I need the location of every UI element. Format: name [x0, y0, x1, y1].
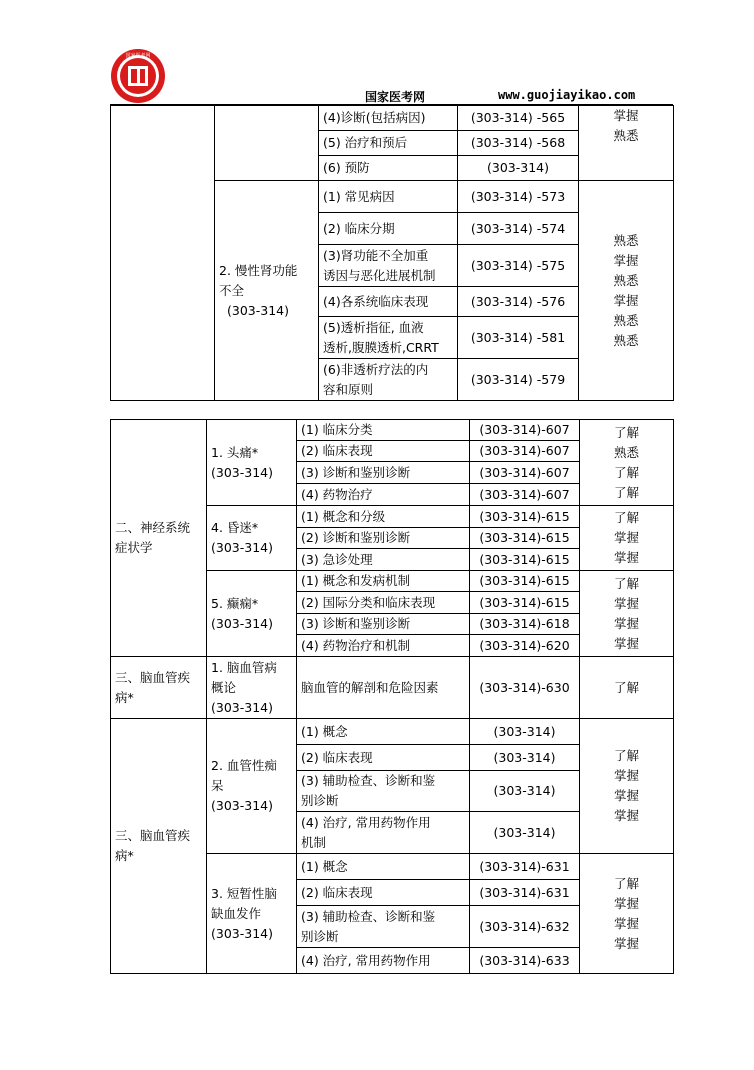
- topic-cell: [319, 317, 458, 359]
- unit-line: 病*: [115, 689, 134, 705]
- level-text: 掌握: [613, 550, 639, 565]
- level-text: 了解: [613, 464, 639, 480]
- subtopic-cell: [207, 420, 297, 506]
- topic-cell: (4) 药物治疗: [297, 484, 470, 506]
- topic-cell: (1) 概念: [297, 854, 470, 880]
- topic-cell: (3) 诊断和鉴别诊断: [297, 614, 470, 635]
- subtopic-line: 呆: [211, 778, 224, 793]
- level-cell: 了解: [580, 657, 674, 719]
- topic-line: 诱因与恶化进展机制: [323, 267, 436, 283]
- ref-cell: (303-314): [470, 771, 580, 812]
- level-text: 熟悉: [613, 232, 639, 248]
- subtopic-cell: [215, 106, 319, 181]
- level-text: 掌握: [613, 292, 639, 308]
- syllabus-table-2: [110, 419, 674, 974]
- topic-cell: [297, 812, 470, 854]
- topic-line: (5)透析指征, 血液: [323, 319, 424, 335]
- topic-line: (3)肾功能不全加重: [323, 247, 429, 263]
- unit-cell: [111, 106, 215, 401]
- level-text: 熟悉: [613, 272, 639, 288]
- topic-cell: (6) 预防: [319, 156, 458, 181]
- topic-line: 透析,腹膜透析,CRRT: [323, 339, 439, 355]
- topic-cell: (2) 诊断和鉴别诊断: [297, 528, 470, 549]
- topic-cell: (4)诊断(包括病因): [319, 106, 458, 131]
- unit-cell: [111, 657, 207, 719]
- topic-cell: (4)各系统临床表现: [319, 287, 458, 317]
- topic-cell: (2) 临床分期: [319, 213, 458, 245]
- subtopic-line: (303-314): [227, 302, 289, 318]
- subtopic-line: (303-314): [211, 464, 273, 480]
- topic-cell: 脑血管的解剖和危险因素: [297, 657, 470, 719]
- ref-cell: (303-314) -579: [458, 359, 579, 401]
- subtopic-cell: [207, 719, 297, 854]
- subtopic-line: 3. 短暂性脑: [211, 885, 277, 901]
- ref-cell: (303-314) -568: [458, 131, 579, 156]
- unit-line: 三、脑血管疾: [115, 828, 191, 843]
- ref-cell: (303-314)-631: [470, 880, 580, 906]
- topic-line: 机制: [301, 834, 327, 850]
- site-url[interactable]: www.guojiayikao.com: [498, 88, 636, 102]
- subtopic-line: 4. 昏迷*: [211, 520, 259, 535]
- ref-cell: (303-314) -574: [458, 213, 579, 245]
- topic-cell: (3) 急诊处理: [297, 549, 470, 571]
- ref-cell: (303-314): [458, 156, 579, 181]
- level-cell: [580, 506, 674, 571]
- ref-cell: (303-314): [470, 719, 580, 745]
- topic-cell: [319, 359, 458, 401]
- level-cell: [580, 420, 674, 506]
- ref-cell: (303-314) -576: [458, 287, 579, 317]
- ref-cell: (303-314)-615: [470, 528, 580, 549]
- topic-cell: [297, 906, 470, 948]
- unit-line: 病*: [115, 848, 134, 863]
- level-text: 了解: [613, 875, 639, 891]
- subtopic-line: (303-314): [211, 798, 273, 813]
- level-text: 掌握: [613, 595, 639, 611]
- level-text: 掌握: [613, 530, 639, 545]
- ref-cell: (303-314) -573: [458, 181, 579, 213]
- unit-line: 三、脑血管疾: [115, 669, 191, 685]
- subtopic-line: (303-314): [211, 615, 273, 631]
- level-cell: [580, 719, 674, 854]
- ref-cell: (303-314)-607: [470, 484, 580, 506]
- level-text: 熟悉: [613, 128, 639, 143]
- level-text: 了解: [613, 575, 639, 591]
- ref-cell: (303-314)-632: [470, 906, 580, 948]
- subtopic-line: 2. 慢性肾功能: [219, 262, 298, 278]
- topic-line: 别诊断: [301, 928, 339, 944]
- level-text: 掌握: [613, 108, 639, 123]
- table-row: [111, 106, 674, 131]
- level-text: 掌握: [613, 915, 639, 931]
- ref-cell: (303-314) -575: [458, 245, 579, 287]
- topic-cell: [319, 245, 458, 287]
- unit-cell: [111, 420, 207, 657]
- subtopic-line: (303-314): [211, 925, 273, 941]
- level-text: 掌握: [613, 808, 639, 823]
- ref-cell: (303-314)-615: [470, 571, 580, 592]
- level-cell: [580, 854, 674, 974]
- topic-line: (3) 辅助检查、诊断和鉴: [301, 773, 436, 788]
- subtopic-line: 5. 癫痫*: [211, 595, 259, 611]
- level-text: 掌握: [613, 768, 639, 783]
- subtopic-line: 1. 脑血管病: [211, 659, 277, 675]
- table-row: [111, 420, 674, 441]
- topic-cell: (1) 概念和发病机制: [297, 571, 470, 592]
- level-text: 掌握: [613, 615, 639, 631]
- subtopic-line: 缺血发作: [211, 905, 262, 921]
- subtopic-cell: [207, 571, 297, 657]
- level-text: 掌握: [613, 252, 639, 268]
- level-text: 了解: [613, 510, 639, 525]
- ref-cell: (303-314)-607: [470, 462, 580, 484]
- level-text: 熟悉: [613, 444, 639, 460]
- topic-cell: (2) 临床表现: [297, 745, 470, 771]
- level-cell: [579, 106, 674, 181]
- level-text: 了解: [613, 484, 639, 500]
- level-text: 熟悉: [613, 332, 639, 348]
- level-cell: [579, 181, 674, 401]
- topic-line: 别诊断: [301, 793, 339, 808]
- level-text: 了解: [613, 748, 639, 763]
- ref-cell: (303-314)-620: [470, 635, 580, 657]
- ref-cell: (303-314): [470, 745, 580, 771]
- topic-cell: (3) 诊断和鉴别诊断: [297, 462, 470, 484]
- ref-cell: (303-314): [470, 812, 580, 854]
- ref-cell: (303-314)-607: [470, 441, 580, 462]
- topic-line: (4) 治疗, 常用药物作用: [301, 814, 431, 830]
- level-text: 了解: [613, 424, 639, 440]
- level-cell: [580, 571, 674, 657]
- table-row: [111, 657, 674, 719]
- topic-line: (6)非透析疗法的内: [323, 361, 429, 377]
- ref-cell: (303-314) -565: [458, 106, 579, 131]
- table-row: [111, 719, 674, 745]
- logo-text: 国家医考网: [125, 53, 151, 59]
- topic-cell: (4) 治疗, 常用药物作用: [297, 948, 470, 974]
- subtopic-line: 概论: [211, 679, 237, 695]
- unit-line: 症状学: [115, 540, 153, 555]
- topic-cell: [297, 771, 470, 812]
- topic-cell: (1) 常见病因: [319, 181, 458, 213]
- subtopic-cell: [207, 657, 297, 719]
- level-text: 掌握: [613, 935, 639, 951]
- level-text: 掌握: [613, 895, 639, 911]
- subtopic-line: 1. 头痛*: [211, 444, 259, 460]
- ref-cell: (303-314)-615: [470, 549, 580, 571]
- syllabus-table-1: [110, 105, 674, 401]
- topic-cell: (1) 临床分类: [297, 420, 470, 441]
- subtopic-line: 2. 血管性痴: [211, 758, 277, 773]
- subtopic-line: 不全: [219, 282, 245, 298]
- ref-cell: (303-314)-607: [470, 420, 580, 441]
- ref-cell: (303-314) -581: [458, 317, 579, 359]
- subtopic-line: (303-314): [211, 699, 273, 715]
- subtopic-cell: [207, 854, 297, 974]
- level-text: 熟悉: [613, 312, 639, 328]
- ref-cell: (303-314)-618: [470, 614, 580, 635]
- topic-line: (3) 辅助检查、诊断和鉴: [301, 908, 436, 924]
- topic-cell: (2) 国际分类和临床表现: [297, 592, 470, 614]
- ref-cell: (303-314)-615: [470, 506, 580, 528]
- subtopic-cell: [207, 506, 297, 571]
- topic-cell: (1) 概念和分级: [297, 506, 470, 528]
- topic-cell: (2) 临床表现: [297, 880, 470, 906]
- topic-cell: (2) 临床表现: [297, 441, 470, 462]
- topic-line: 容和原则: [323, 381, 374, 397]
- unit-cell: [111, 719, 207, 974]
- site-logo: [110, 48, 166, 104]
- subtopic-line: (303-314): [211, 540, 273, 555]
- level-text: 掌握: [613, 788, 639, 803]
- ref-cell: (303-314)-633: [470, 948, 580, 974]
- topic-cell: (4) 药物治疗和机制: [297, 635, 470, 657]
- unit-line: 二、神经系统: [115, 520, 191, 535]
- ref-cell: (303-314)-630: [470, 657, 580, 719]
- topic-cell: (1) 概念: [297, 719, 470, 745]
- ref-cell: (303-314)-615: [470, 592, 580, 614]
- level-text: 掌握: [613, 635, 639, 651]
- ref-cell: (303-314)-631: [470, 854, 580, 880]
- topic-cell: (5) 治疗和预后: [319, 131, 458, 156]
- site-name: 国家医考网: [365, 90, 426, 104]
- subtopic-cell: [215, 181, 319, 401]
